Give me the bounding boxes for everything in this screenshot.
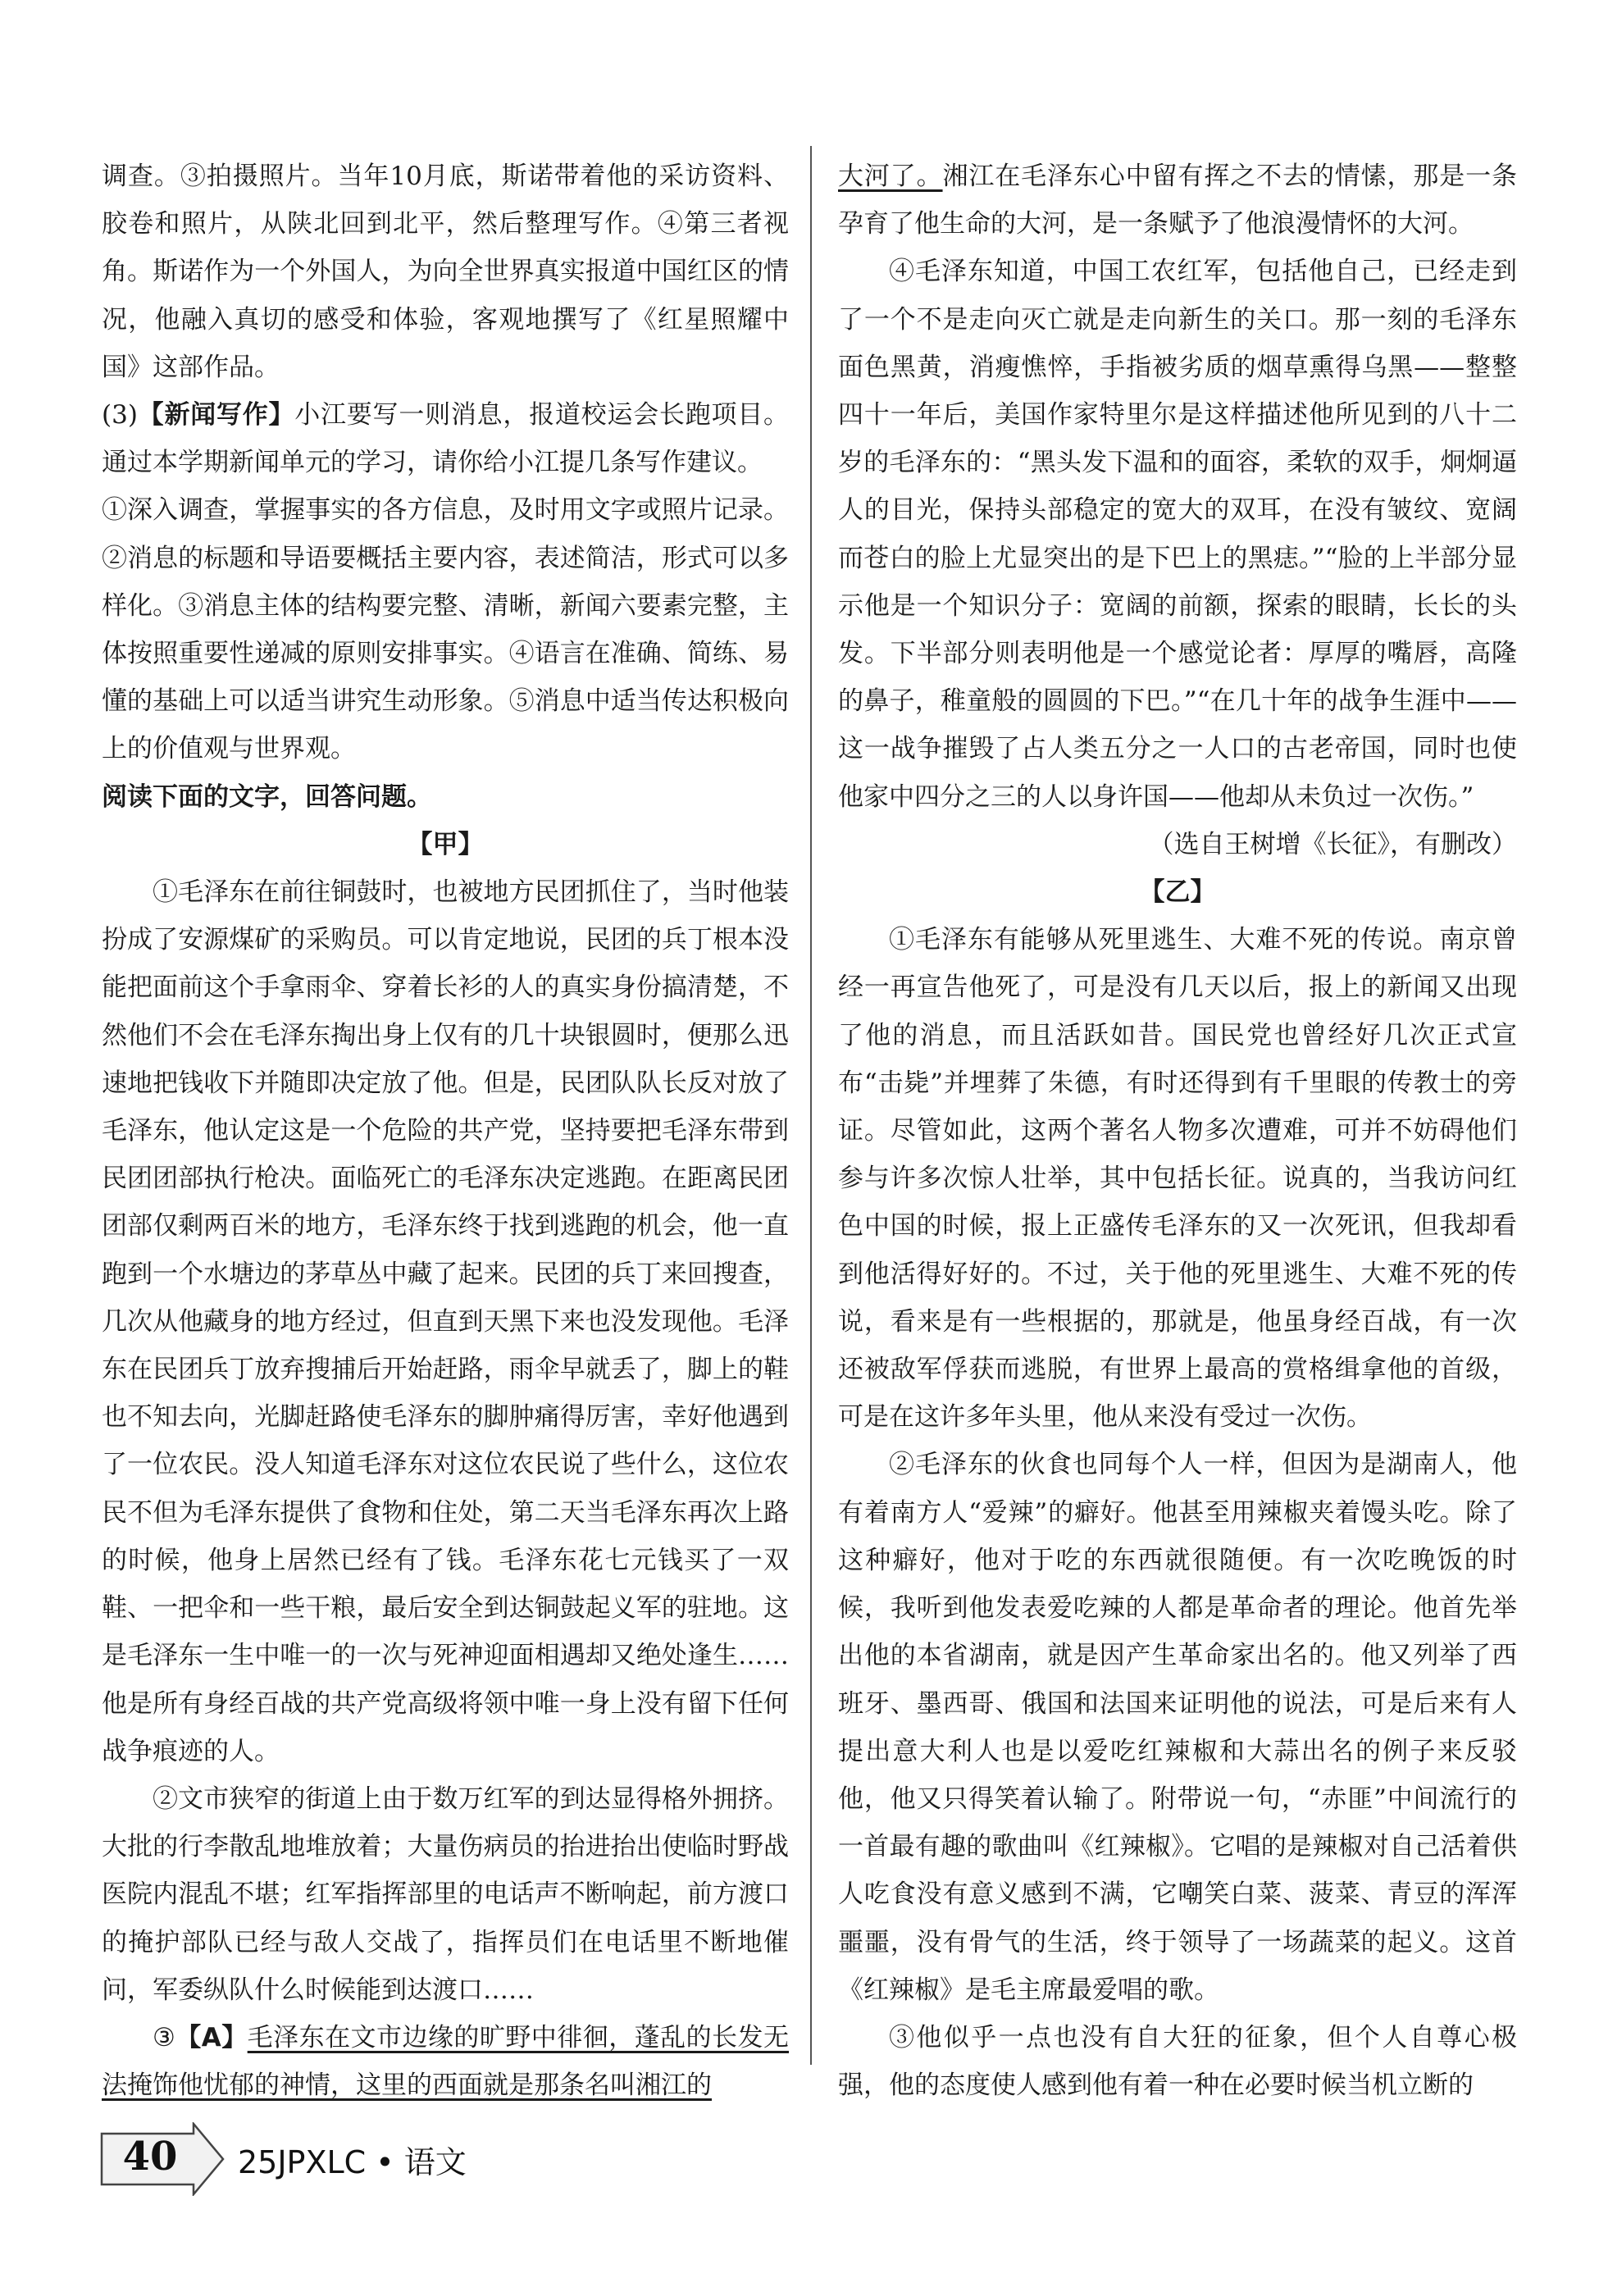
question-text: 小江要写一则消息，报道校运会长跑项目。通过本学期新闻单元的学习，请你给小江提几条写作建议。 [102,400,789,478]
question-number: (3) [102,400,138,430]
yi-paragraph-2: ②毛泽东的伙食也同每个人一样，但因为是湖南人，他有着南方人“爱辣”的癖好。他甚至用辣椒夹着馒头吃。除了这种癖好，他对于吃的东西就很随便。有一次吃晚饭的时候，我听到他发表爱吃辣的人都是革命者的理论。他首先举出他的本省湖南，就是因产生革命家出名的。他又列举了西班牙、墨西哥、俄国和法国来证明他的说法，可是后来有人提出意大利人也是以爱吃红辣椒和大蒜出名的例子来反驳他，他又只得笑着认输了。附带说一句，“赤匪”中间流行的一首最有趣的歌曲叫《红辣椒》。它唱的是辣椒对自己活着供人吃食没有意义感到不满，它嘲笑白菜、菠菜、青豆的浑浑噩噩，没有骨气的生活，终于领导了一场蔬菜的起义。这首《红辣椒》是毛主席最爱唱的歌。 [838,1450,1517,2005]
yi-paragraph-1: ①毛泽东有能够从死里逃生、大难不死的传说。南京曾经一再宣告他死了，可是没有几天以后，报上的新闻又出现了他的消息，而且活跃如昔。国民党也曾经好几次正式宣布“击毙”并埋葬了朱德，有时还得到有千里眼的传教士的旁证。尽管如此，这两个著名人物多次遭难，可并不妨碍他们参与许多次惊人壮举，其中包括长征。说真的，当我访问红色中国的时候，报上正盛传毛泽东的又一次死讯，但我却看到他活得好好的。不过，关于他的死里逃生、大难不死的传说，看来是有一些根据的，那就是，他虽身经百战，有一次还被敌军俘获而逃脱，有世界上最高的赏格缉拿他的首级，可是在这许多年头里，他从来没有受过一次伤。 [838,925,1517,1433]
page-footer [97,2122,467,2196]
section-title-jia: 【甲】 [407,829,484,859]
book-code-label: 25JPXLC • 语文 [238,2143,467,2180]
section-title-yi: 【乙】 [1139,877,1216,908]
column-divider [810,146,812,2065]
page-number: 40 [122,2134,178,2180]
marker-a: 【A】 [175,2022,248,2052]
right-column [838,153,1517,2109]
left-column [102,153,789,2109]
yi-paragraph-3: ③他似乎一点也没有自大狂的征象，但个人自尊心极强，他的态度使人感到他有着一种在必要时候当机立断的 [838,2022,1517,2101]
jia-paragraph-3-continued [838,153,1517,248]
question-3 [102,391,789,486]
page-number-badge [97,2122,228,2196]
reading-instruction: 阅读下面的文字，回答问题。 [102,781,432,812]
question-tag: 【新闻写作】 [137,400,295,430]
underlined-sentence-end: 大河了。 [838,162,943,191]
jia-paragraph-1: ①毛泽东在前往铜鼓时，也被地方民团抓住了，当时他装扮成了安源煤矿的采购员。可以肯定地说，民团的兵丁根本没能把面前这个手拿雨伞、穿着长衫的人的真实身份搞清楚，不然他们不会在毛泽东掏出身上仅有的几十块银圆时，便那么迅速地把钱收下并随即决定放了他。但是，民团队队长反对放了毛泽东，他认定这是一个危险的共产党，坚持要把毛泽东带到民团团部执行枪决。面临死亡的毛泽东决定逃跑。在距离民团团部仅剩两百米的地方，毛泽东终于找到逃跑的机会，他一直跑到一个水塘边的茅草丛中藏了起来。民团的兵丁来回搜查，几次从他藏身的地方经过，但直到天黑下来也没发现他。毛泽东在民团兵丁放弃搜捕后开始赶路，雨伞早就丢了，脚上的鞋也不知去向，光脚赶路使毛泽东的脚肿痛得厉害，幸好他遇到了一位农民。没人知道毛泽东对这位农民说了些什么，这位农民不但为毛泽东提供了食物和住处，第二天当毛泽东再次上路的时候，他身上居然已经有了钱。毛泽东花七元钱买了一双鞋、一把伞和一些干粮，最后安全到达铜鼓起义军的驻地。这是毛泽东一生中唯一的一次与死神迎面相遇却又绝处逢生……他是所有身经百战的共产党高级将领中唯一身上没有留下任何战争痕迹的人。 [102,877,789,1766]
underlined-sentence: 毛泽东在文市边缘的旷野中徘徊，蓬乱的长发无法掩饰他忧郁的神情，这里的西面就是那条名叫湘江的 [102,2022,790,2101]
answer-paragraph-3: ①深入调查，掌握事实的各方信息，及时用文字或照片记录。②消息的标题和导语要概括主要内容，表述简洁，形式可以多样化。③消息主体的结构要完整、清晰，新闻六要素完整，主体按照重要性递减的原则安排事实。④语言在准确、简练、易懂的基础上可以适当讲究生动形象。⑤消息中适当传达积极向上的价值观与世界观。 [102,495,789,764]
jia-paragraph-3 [102,2014,789,2109]
paragraph-number: ③ [153,2022,176,2052]
answer-paragraph-2: 调查。③拍摄照片。当年10月底，斯诺带着他的采访资料、胶卷和照片，从陕北回到北平，然后整理写作。④第三者视角。斯诺作为一个外国人，为向全世界真实报道中国红区的情况，他融入真切的感受和体验，客观地撰写了《红星照耀中国》这部作品。 [102,162,789,382]
jia-paragraph-4: ④毛泽东知道，中国工农红军，包括他自己，已经走到了一个不是走向灭亡就是走向新生的关口。那一刻的毛泽东面色黑黄，消瘦憔悴，手指被劣质的烟草熏得乌黑——整整四十一年后，美国作家特里尔是这样描述他所见到的八十二岁的毛泽东的：“黑头发下温和的面容，柔软的双手，炯炯逼人的目光，保持头部稳定的宽大的双耳，在没有皱纹、宽阔而苍白的脸上尤显突出的是下巴上的黑痣。”“脸的上半部分显示他是一个知识分子：宽阔的前额，探索的眼睛，长长的头发。下半部分则表明他是一个感觉论者：厚厚的嘴唇，高隆的鼻子，稚童般的圆圆的下巴。”“在几十年的战争生涯中——这一战争摧毁了占人类五分之一人口的古老帝国，同时也使他家中四分之三的人以身许国——他却从未负过一次伤。” [838,257,1517,812]
jia-paragraph-2: ②文市狭窄的街道上由于数万红军的到达显得格外拥挤。大批的行李散乱地堆放着；大量伤病员的抬进抬出使临时野战医院内混乱不堪；红军指挥部里的电话声不断响起，前方渡口的掩护部队已经与敌人交战了，指挥员们在电话里不断地催问，军委纵队什么时候能到达渡口…… [102,1784,789,2005]
paragraph-text: 湘江在毛泽东心中留有挥之不去的情愫，那是一条孕育了他生命的大河，是一条赋予了他浪漫情怀的大河。 [838,162,1518,239]
source-citation: （选自王树增《长征》，有删改） [1148,829,1517,859]
